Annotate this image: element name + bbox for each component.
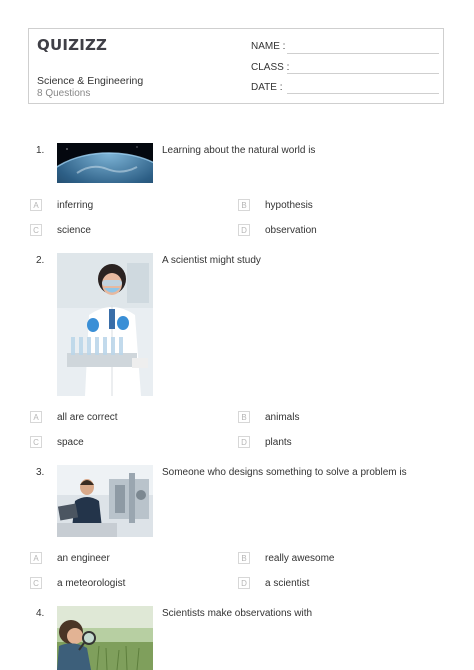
option-c-marker[interactable]: C <box>30 224 42 236</box>
class-label: CLASS : <box>251 62 290 73</box>
option-b-marker[interactable]: B <box>238 199 250 211</box>
question-number: 3. <box>36 467 45 478</box>
option-c-marker[interactable]: C <box>30 436 42 448</box>
question-number: 1. <box>36 145 45 156</box>
quizizz-logo: QUIZIZZ <box>37 36 108 54</box>
worksheet-title: Science & Engineering <box>37 75 144 87</box>
earth-from-space-image <box>57 143 153 183</box>
option-d-text: observation <box>265 225 317 236</box>
option-d-marker[interactable]: D <box>238 577 250 589</box>
scientist-in-lab-image <box>57 253 153 396</box>
worksheet-header <box>28 28 444 104</box>
option-b-text: really awesome <box>265 553 335 564</box>
child-with-magnifier-image <box>57 606 153 670</box>
option-c-text: science <box>57 225 91 236</box>
option-a-marker[interactable]: A <box>30 199 42 211</box>
question-count: 8 Questions <box>37 88 91 99</box>
option-c-marker[interactable]: C <box>30 577 42 589</box>
option-b-text: animals <box>265 412 300 423</box>
option-d-marker[interactable]: D <box>238 224 250 236</box>
option-a-text: an engineer <box>57 553 110 564</box>
class-field[interactable] <box>287 73 439 74</box>
option-d-marker[interactable]: D <box>238 436 250 448</box>
date-field[interactable] <box>287 93 439 94</box>
option-c-text: a meteorologist <box>57 578 126 589</box>
engineer-at-machine-image <box>57 465 153 537</box>
option-b-marker[interactable]: B <box>238 411 250 423</box>
option-a-marker[interactable]: A <box>30 411 42 423</box>
question-number: 4. <box>36 608 45 619</box>
option-b-text: hypothesis <box>265 200 313 211</box>
question-number: 2. <box>36 255 45 266</box>
date-label: DATE : <box>251 82 283 93</box>
option-b-marker[interactable]: B <box>238 552 250 564</box>
option-a-marker[interactable]: A <box>30 552 42 564</box>
option-a-text: inferring <box>57 200 94 211</box>
question-text: Scientists make observations with <box>162 608 313 619</box>
question-text: A scientist might study <box>162 255 261 266</box>
name-label: NAME : <box>251 41 286 52</box>
name-field[interactable] <box>287 53 439 54</box>
option-d-text: a scientist <box>265 578 310 589</box>
question-text: Someone who designs something to solve a problem is <box>162 467 407 478</box>
option-d-text: plants <box>265 437 292 448</box>
question-text: Learning about the natural world is <box>162 145 316 156</box>
option-a-text: all are correct <box>57 412 118 423</box>
option-c-text: space <box>57 437 84 448</box>
